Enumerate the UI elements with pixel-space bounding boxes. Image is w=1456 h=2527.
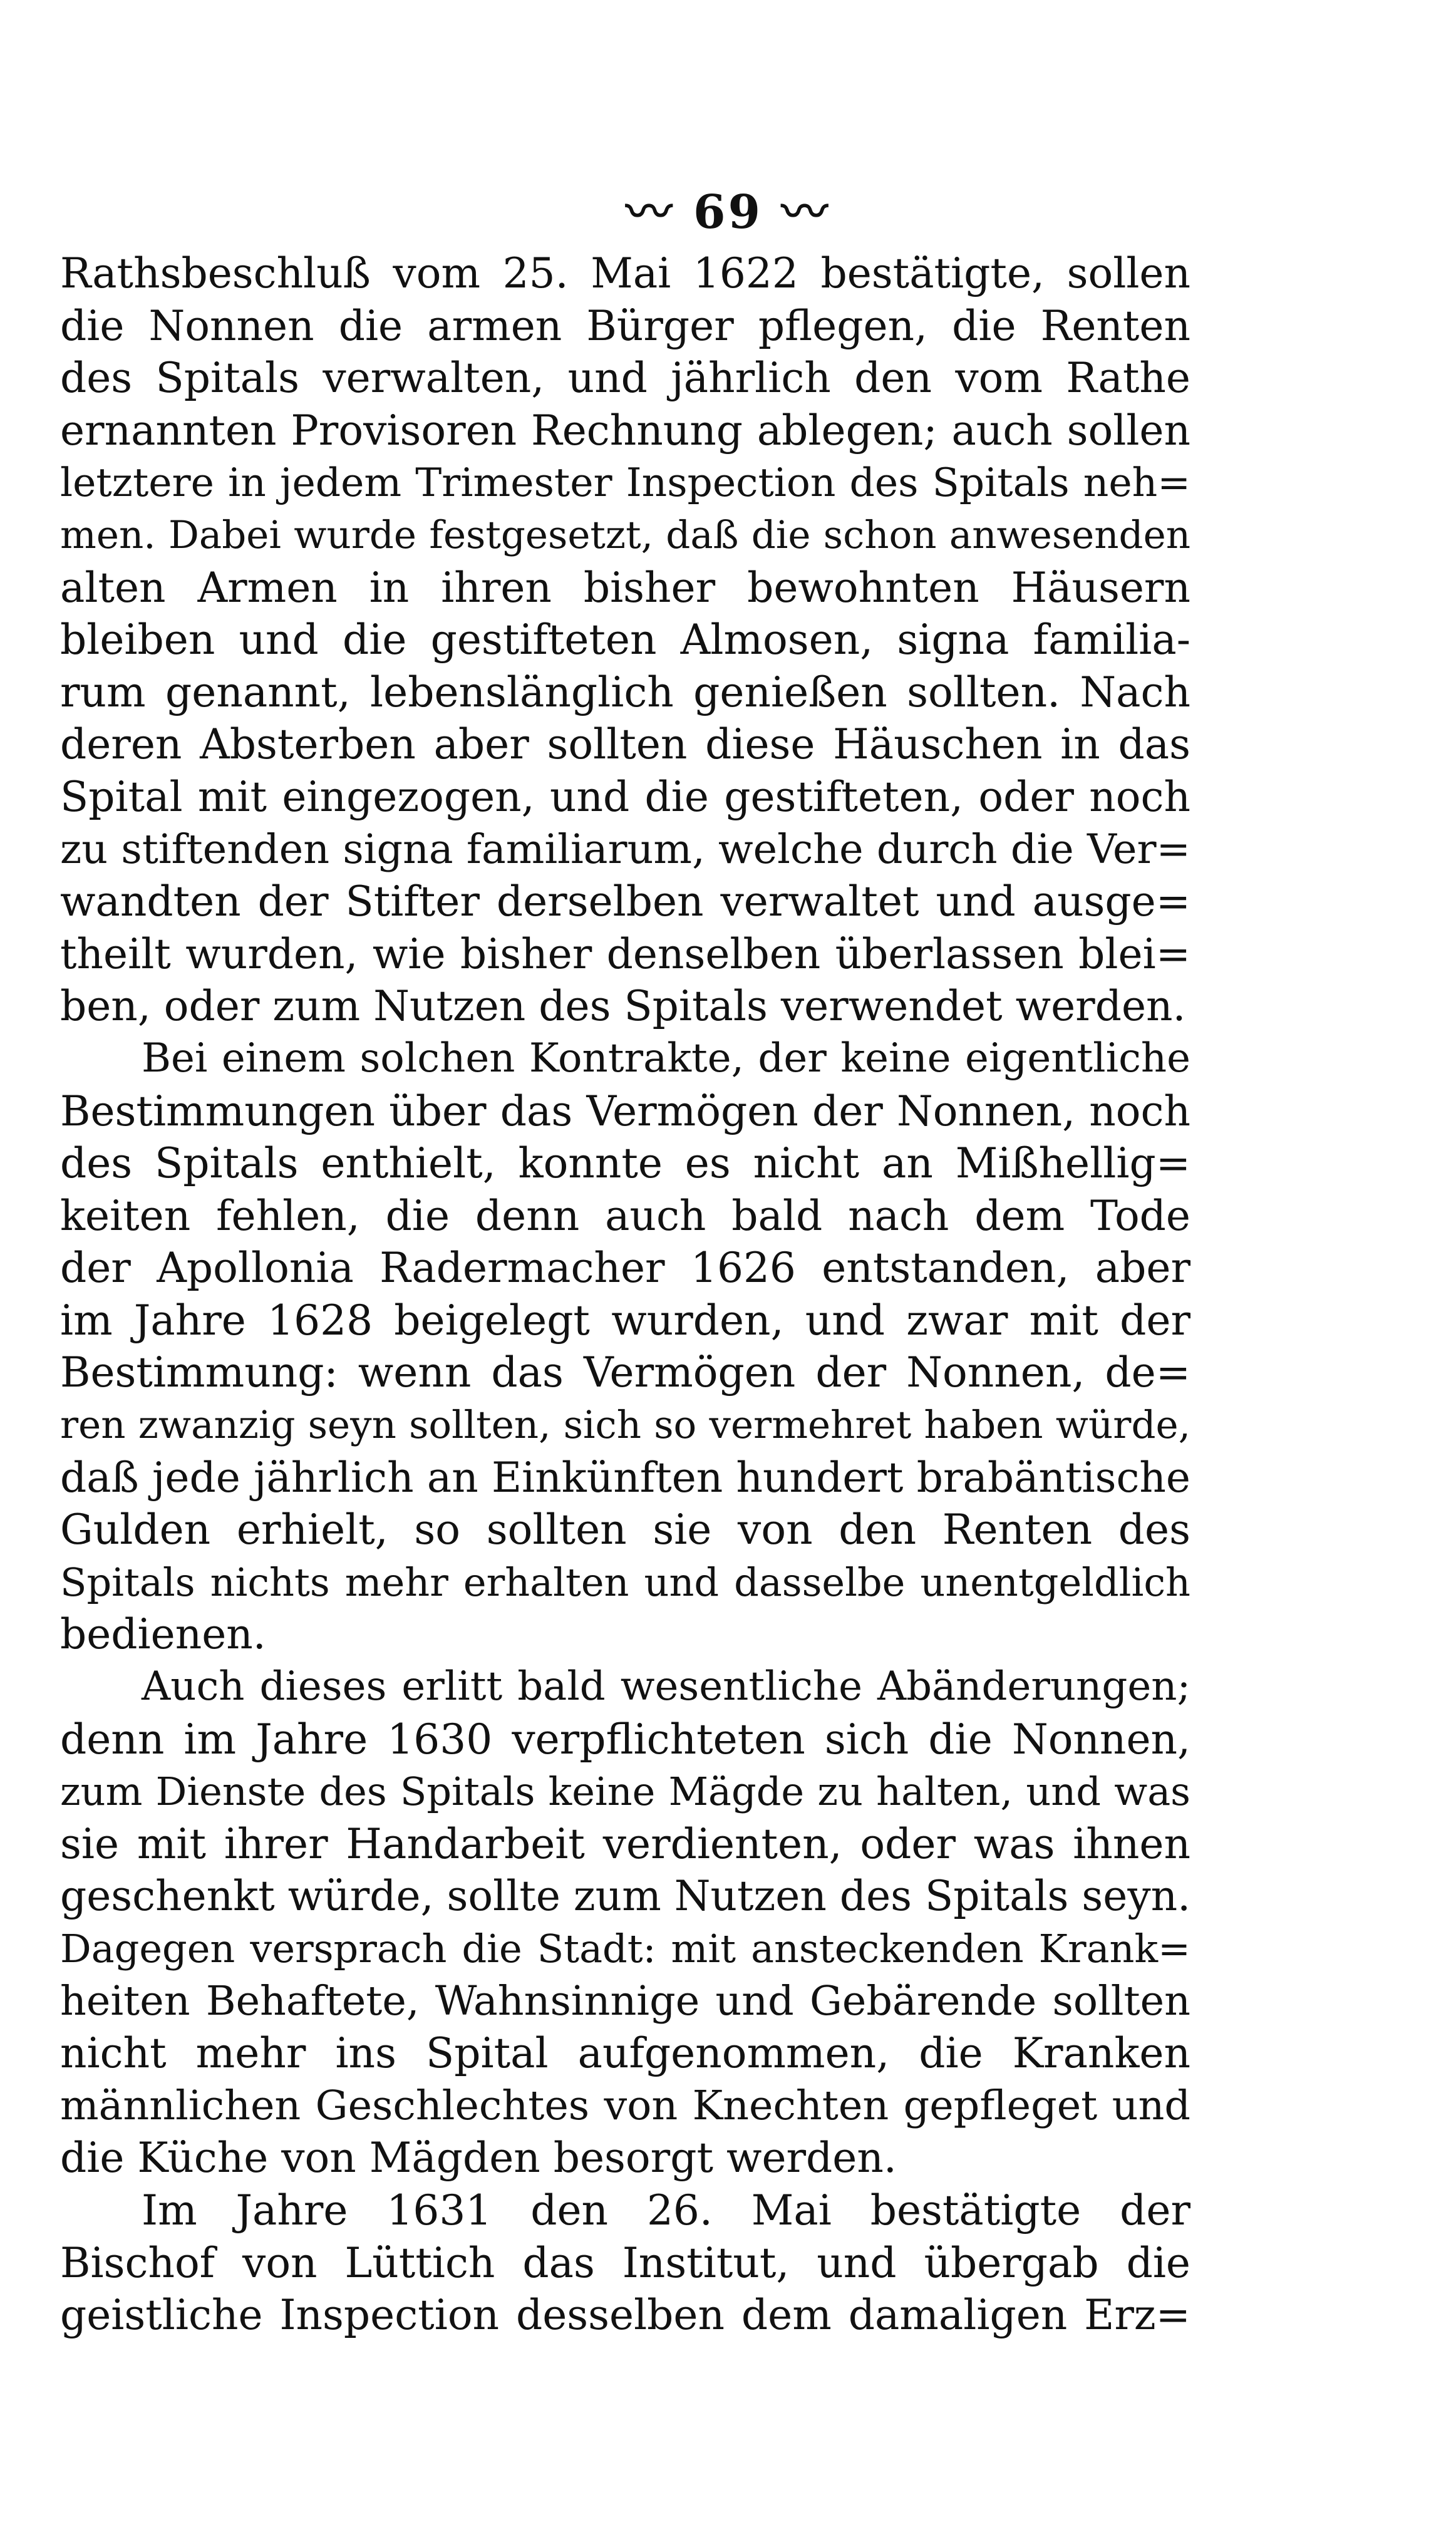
- text-line: die Küche von Mägden besorgt werden.: [60, 2134, 897, 2183]
- text-line: Auch dieses erlitt bald wesentliche Abänderungen;: [142, 1663, 1190, 1710]
- header-ornament-right: 〰: [781, 185, 830, 239]
- text-line: der Apollonia Radermacher 1626 entstanden, aber: [60, 1244, 1190, 1293]
- text-line: die Nonnen die armen Bürger pflegen, die Renten: [60, 301, 1190, 350]
- text-line: wandten der Stifter derselben verwaltet und ausge=: [60, 877, 1190, 926]
- text-line: zum Dienste des Spitals keine Mägde zu halten, und was: [60, 1769, 1190, 1815]
- text-line: Spitals nichts mehr erhalten und dasselbe unentgeldlich: [60, 1559, 1190, 1605]
- text-line: ben, oder zum Nutzen des Spitals verwendet werden.: [60, 982, 1186, 1031]
- text-line: bleiben und die gestifteten Almosen, signa familia-: [60, 616, 1190, 664]
- text-line: alten Armen in ihren bisher bewohnten Häusern: [60, 563, 1190, 612]
- text-line: des Spitals enthielt, konnte es nicht an Mißhellig=: [60, 1139, 1190, 1188]
- text-line: im Jahre 1628 beigelegt wurden, und zwar mit der: [60, 1296, 1190, 1345]
- text-line: Bischof von Lüttich das Institut, und übergab die: [60, 2238, 1190, 2287]
- text-line: ren zwanzig seyn sollten, sich so vermehret haben würde,: [60, 1403, 1190, 1448]
- text-line: Dagegen versprach die Stadt: mit ansteckenden Krank=: [60, 1926, 1190, 1971]
- text-line: des Spitals verwalten, und jährlich den vom Rathe: [60, 354, 1190, 403]
- text-line: keiten fehlen, die denn auch bald nach dem Tode: [60, 1191, 1190, 1240]
- page-number: 69: [693, 185, 763, 239]
- text-line: männlichen Geschlechtes von Knechten gepfleget und: [60, 2082, 1190, 2129]
- text-line: Gulden erhielt, so sollten sie von den Renten des: [60, 1506, 1190, 1554]
- text-line: nicht mehr ins Spital aufgenommen, die Kranken: [60, 2029, 1190, 2078]
- text-line: denn im Jahre 1630 verpflichteten sich die Nonnen,: [60, 1715, 1190, 1764]
- text-line: geschenkt würde, sollte zum Nutzen des Spitals seyn.: [60, 1872, 1190, 1921]
- text-line: zu stiftenden signa familiarum, welche durch die Ver=: [60, 825, 1190, 873]
- text-line: rum genannt, lebenslänglich genießen sollten. Nach: [60, 668, 1190, 716]
- text-line: Im Jahre 1631 den 26. Mai bestätigte der: [142, 2186, 1190, 2235]
- body-text: [60, 247, 1190, 2342]
- page-header: [0, 175, 1456, 242]
- text-line: ernannten Provisoren Rechnung ablegen; auch sollen: [60, 406, 1190, 455]
- text-line: bedienen.: [60, 1610, 266, 1659]
- text-line: deren Absterben aber sollten diese Häuschen in das: [60, 720, 1190, 769]
- text-line: Spital mit eingezogen, und die gestifteten, oder noch: [60, 772, 1190, 821]
- text-line: heiten Behaftete, Wahnsinnige und Gebärende sollten: [60, 1977, 1190, 2025]
- text-line: geistliche Inspection desselben dem damaligen Erz=: [60, 2291, 1190, 2340]
- text-line: Bei einem solchen Kontrakte, der keine eigentliche: [142, 1035, 1190, 1082]
- text-line: letztere in jedem Trimester Inspection des Spitals neh=: [60, 460, 1190, 506]
- text-line: Bestimmung: wenn das Vermögen der Nonnen, de=: [60, 1348, 1190, 1397]
- text-line: daß jede jährlich an Einkünften hundert brabäntische: [60, 1453, 1190, 1502]
- text-line: sie mit ihrer Handarbeit verdienten, oder was ihnen: [60, 1819, 1190, 1868]
- text-line: men. Dabei wurde festgesetzt, daß die schon anwesenden: [60, 512, 1190, 557]
- header-ornament-left: 〰: [626, 185, 675, 239]
- text-line: Rathsbeschluß vom 25. Mai 1622 bestätigte, sollen: [60, 249, 1190, 297]
- text-line: theilt wurden, wie bisher denselben überlassen blei=: [60, 929, 1190, 978]
- text-line: Bestimmungen über das Vermögen der Nonnen, noch: [60, 1087, 1190, 1135]
